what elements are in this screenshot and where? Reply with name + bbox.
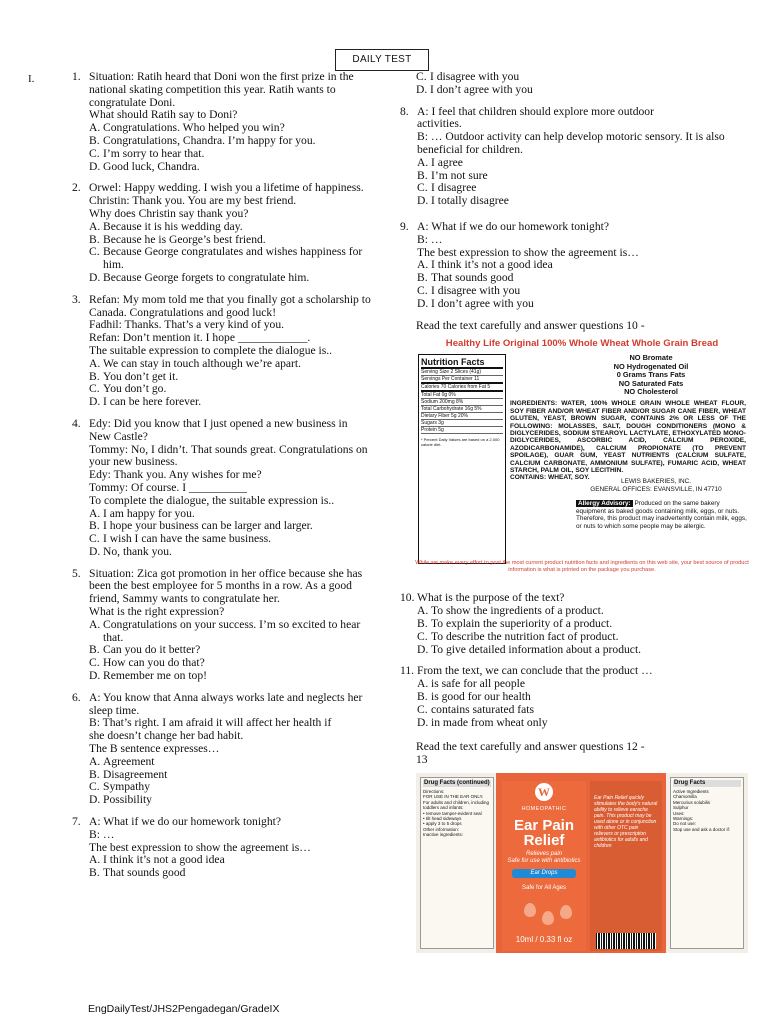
homeopathic-label: HOMEOPATHIC xyxy=(521,805,567,812)
answer-option xyxy=(89,272,372,285)
question-2 xyxy=(72,182,372,284)
question-8 xyxy=(400,106,750,208)
question-6 xyxy=(72,692,372,807)
option-text: Because he is George’s best friend. xyxy=(103,232,266,246)
question-stem-line: Edy: Did you know that I just opened a new business in New Castle? xyxy=(89,416,348,443)
answer-option xyxy=(417,644,750,657)
drug-facts-line: Other information: xyxy=(423,826,460,832)
drug-facts-line: Uses: xyxy=(673,810,685,816)
option-letter: C. xyxy=(417,629,428,643)
option-text: I’m not sure xyxy=(431,168,488,182)
question-stem-line: B: … xyxy=(89,827,115,841)
option-letter: D. xyxy=(417,194,429,208)
option-letter: D. xyxy=(89,395,101,409)
question-stem-line: Orwel: Happy wedding. I wish you a lifetime of happiness. xyxy=(89,181,364,195)
option-text: I think it’s not a good idea xyxy=(103,853,225,867)
option-letter: D. xyxy=(89,159,101,173)
question-stem-line: Tommy: No, I didn’t. That sounds great. Congratulations on your new business. xyxy=(89,442,368,469)
question-stem-line: she doesn’t change her bad habit. xyxy=(89,729,244,743)
drop-icon xyxy=(542,911,554,925)
option-text: I agree xyxy=(431,155,463,169)
option-text: Congratulations on your success. I’m so excited to hear that. xyxy=(103,617,361,644)
option-letter: B. xyxy=(417,168,428,182)
drug-facts-line: Sulphur xyxy=(673,805,689,811)
question-stem-line: A: What if we do our homework tonight? xyxy=(89,815,282,829)
option-text: To explain the superiority of a product. xyxy=(431,616,613,630)
question-number: 2. xyxy=(72,181,81,195)
option-text: I think it’s not a good idea xyxy=(431,258,553,272)
option-letter: D. xyxy=(89,669,101,683)
question-stem-line: B: … Outdoor activity can help develop motoric sensory. It is also beneficial for children. xyxy=(417,130,725,156)
question-stem-line: The best expression to show the agreement is… xyxy=(417,245,639,259)
contains-text: CONTAINS: WHEAT, SOY. xyxy=(510,474,590,482)
option-letter: C. xyxy=(417,702,428,716)
answer-option xyxy=(89,670,372,683)
question-number: 3. xyxy=(72,292,81,306)
instruction-2-end: 13 xyxy=(416,753,428,767)
question-stem-line: activities. xyxy=(417,117,462,131)
drug-facts-line: • remove tamper-evident seal xyxy=(423,810,482,816)
question-stem-line: Refan: My mom told me that you finally got a scholarship to Canada. Congratulations and good luck! xyxy=(89,292,371,319)
answer-option xyxy=(89,794,372,807)
option-letter: A. xyxy=(417,604,429,618)
answer-option xyxy=(417,717,750,730)
option-text: Disagreement xyxy=(103,767,168,781)
option-text: I hope your business can be larger and larger. xyxy=(103,519,313,533)
question-stem-line: B: That’s right. I am afraid it will affect her health if xyxy=(89,716,332,730)
option-text: Sympathy xyxy=(103,780,151,794)
question-stem-line: From the text, we can conclude that the product … xyxy=(417,664,653,678)
drug-facts-right-panel xyxy=(670,777,744,949)
ear-volume: 10ml / 0.33 fl oz xyxy=(515,935,573,945)
right-column xyxy=(400,71,750,953)
question-3 xyxy=(72,294,372,409)
question-stem-line: Why does Christin say thank you? xyxy=(89,206,249,220)
option-text: I disagree xyxy=(431,181,477,195)
answer-option xyxy=(417,298,750,311)
question-stem-line: B: … xyxy=(417,232,443,246)
bread-ingredients xyxy=(510,400,746,481)
option-text: I’m sorry to hear that. xyxy=(103,146,205,160)
option-text: I totally disagree xyxy=(431,194,509,208)
option-letter: D. xyxy=(417,642,429,656)
question-5 xyxy=(72,568,372,683)
option-letter: C. xyxy=(89,780,100,794)
option-text: Remember me on top! xyxy=(103,669,207,683)
drug-facts-line: • tilt head sideways xyxy=(423,815,462,821)
question-11 xyxy=(400,665,750,729)
option-text: in made from wheat only xyxy=(431,715,548,729)
option-letter: B. xyxy=(89,519,100,533)
bread-claim: NO Hydrogenated Oil xyxy=(613,361,689,371)
q7-continued xyxy=(400,71,750,97)
option-letter: A. xyxy=(417,677,429,691)
option-text: I disagree with you xyxy=(431,283,521,297)
page-title: DAILY TEST xyxy=(335,49,429,71)
option-text: Congratulations. Who helped you win? xyxy=(103,121,285,135)
drug-facts-line: Mercurius solubilis xyxy=(673,799,711,805)
drug-facts-left-title: Drug Facts (continued) xyxy=(424,779,490,786)
option-letter: B. xyxy=(417,271,428,285)
bread-headline: Healthy Life Original 100% Whole Wheat Whole Grain Bread xyxy=(445,338,719,350)
ear-title-line1: Ear Pain xyxy=(513,816,575,834)
option-letter: A. xyxy=(89,506,101,520)
drug-facts-line: Inactive ingredients: xyxy=(423,832,464,838)
question-stem-line: Edy: Thank you. Any wishes for me? xyxy=(89,468,262,482)
option-letter: A. xyxy=(89,121,101,135)
question-stem-line: A: What if we do our homework tonight? xyxy=(417,219,610,233)
answer-option xyxy=(89,867,372,880)
question-number: 11. xyxy=(400,664,415,678)
ear-title xyxy=(502,818,586,848)
question-10 xyxy=(400,592,750,656)
option-text: I can be here forever. xyxy=(103,395,202,409)
allergy-tag: Allergy Advisory: xyxy=(578,500,631,508)
answer-option xyxy=(89,619,372,645)
nutrition-row: Calories 70 Calories from Fat 5 xyxy=(421,384,503,392)
nutrition-row: Serving Size 2 Slices (41g) xyxy=(421,369,503,376)
option-letter: B. xyxy=(89,369,100,383)
option-text: Can you do it better? xyxy=(103,643,201,657)
option-text: I wish I can have the same business. xyxy=(103,532,272,546)
drug-facts-line: FOR USE IN THE EAR ONLY. xyxy=(423,794,484,800)
question-stem-line: What should Ratih say to Doni? xyxy=(89,108,238,122)
option-text: We can stay in touch although we’re apart. xyxy=(103,356,302,370)
ear-drops-side xyxy=(590,781,662,951)
question-1 xyxy=(72,71,372,173)
option-text: No, thank you. xyxy=(103,544,172,558)
option-letter: A. xyxy=(89,617,101,631)
answer-option xyxy=(417,195,750,208)
option-text: is safe for all people xyxy=(431,677,526,691)
ear-title-line2: Relief xyxy=(523,831,565,849)
question-stem-line: What is the purpose of the text? xyxy=(417,591,565,605)
answer-option xyxy=(89,161,372,174)
option-letter: D. xyxy=(89,270,101,284)
bakery-name: LEWIS BAKERIES, INC. xyxy=(621,478,691,486)
question-stem-line: The best expression to show the agreement is… xyxy=(89,840,311,854)
question-stem-line: Fadhil: Thanks. That’s a very kind of you. xyxy=(89,318,285,332)
drug-facts-line: For adults and children, including toddlers and infants: xyxy=(423,799,490,811)
option-letter: A. xyxy=(89,219,101,233)
option-text: I don’t agree with you xyxy=(431,296,534,310)
question-number: 5. xyxy=(72,566,81,580)
bread-claim: NO Bromate xyxy=(629,353,673,363)
question-number: 4. xyxy=(72,416,81,430)
drug-facts-right-title: Drug Facts xyxy=(673,780,741,787)
nutrition-row: Dietary Fiber 5g 20% xyxy=(421,413,503,420)
nutrition-row: Sugars 3g xyxy=(421,420,503,427)
ear-subtitle xyxy=(502,851,586,865)
ear-subtitle-1: Relieves pain xyxy=(525,850,563,857)
bread-disclaimer: While we make every effort to post the most current product nutrition facts and ingredients on this web site, your best source of product information is what is printed on the package you purchase. xyxy=(415,560,749,573)
nutrition-facts-panel: Nutrition Facts Serving Size 2 Slices (41g) Servings Per Container 11 Calories 70 Calories from Fat 5 Total Fat 0g 0% Sodium 200mg 8% Total Carbohydrate 16g 5% Dietary Fiber 5g 20% Sugars 3g Protein 5g * Percent Daily Values are based on a 2,000 calorie diet. xyxy=(418,354,506,564)
drops-graphic xyxy=(502,897,586,937)
option-letter: C. xyxy=(89,146,100,160)
nutrition-row: Sodium 200mg 8% xyxy=(421,399,503,406)
question-stem-line: Christin: Thank you. You are my best friend. xyxy=(89,194,297,208)
option-letter: C. xyxy=(417,181,428,195)
bakery-office: GENERAL OFFICES: EVANSVILLE, IN 47710 xyxy=(590,485,722,493)
option-letter: C. xyxy=(417,283,428,297)
ingredients-text: INGREDIENTS: WATER, 100% WHOLE GRAIN WHOLE WHEAT FLOUR, SOY FIBER AND/OR WHEAT FIBER AND/OR SUGAR CANE FIBER, WHEAT GLUTEN, YEAST, BROWN SUGAR, CONTAINS 2% OR LESS OF THE FOLLOWING: MOLASSES, SALT, DOUGH CONDITIONERS (MONO & DIGLYCERIDES, SODIUM STEAROYL LACTYLATE, ETHOXYLATED MONO- DIGLYCERIDES, ASCORBIC ACID, CALCIUM PEROXIDE, AZODICARBONAMIDE), CALCIUM PROPIONATE (TO PREVENT SPOILAGE), GUAR GUM, YEAST NUTRIENTS (CALCIUM SULFATE, CALCIUM CARBONATE, AMMONIUM SULFATE), FUMARIC ACID, WHEAT STARCH, PALM OIL, SOY LECITHIN. xyxy=(510,400,746,474)
question-stem-line: Situation: Zica got promotion in her office because she has been the best employee for 5 months in a row. As a good friend, Sammy wants to congratulate her. xyxy=(89,566,363,606)
drug-facts-line: • apply 3 to 5 drops xyxy=(423,821,462,827)
answer-option xyxy=(416,84,750,97)
drop-icon xyxy=(524,903,536,917)
option-letter: B. xyxy=(89,767,100,781)
nutrition-facts-title: Nutrition Facts xyxy=(421,357,503,369)
question-9 xyxy=(400,221,750,311)
drug-facts-line: Active Ingredients xyxy=(673,788,709,794)
drug-facts-left-panel xyxy=(420,777,494,949)
bread-claim: NO Cholesterol xyxy=(624,386,678,396)
option-letter: B. xyxy=(417,616,428,630)
drug-facts-line: Directions: xyxy=(423,788,445,794)
question-7 xyxy=(72,816,372,880)
option-text: That sounds good xyxy=(431,271,514,285)
option-text: Agreement xyxy=(103,754,155,768)
option-letter: B. xyxy=(89,232,100,246)
drop-icon xyxy=(560,905,572,919)
ear-ages: Safe for All Ages xyxy=(521,884,567,891)
option-text: That sounds good xyxy=(103,866,186,880)
option-text: Good luck, Chandra. xyxy=(103,159,200,173)
option-letter: B. xyxy=(89,866,100,880)
option-letter: D. xyxy=(417,296,429,310)
option-text: is good for our health xyxy=(431,689,531,703)
option-text: To give detailed information about a product. xyxy=(431,642,642,656)
option-text: Possibility xyxy=(103,793,152,807)
option-letter: C. xyxy=(416,70,427,83)
ear-side-text: Ear Pain Relief quickly stimulates the body's natural ability to relieve earache pain. This product may be used alone or in conjunction with other OTC pain relievers or prescription antibiotics for adults and children xyxy=(594,794,658,849)
option-letter: B. xyxy=(417,689,428,703)
instruction-2-line: Read the text carefully and answer questions 12 - xyxy=(416,740,645,754)
option-letter: A. xyxy=(89,356,101,370)
option-letter: C. xyxy=(89,382,100,396)
question-number: 6. xyxy=(72,690,81,704)
allergy-advisory xyxy=(576,500,748,530)
option-text: I disagree with you xyxy=(430,70,520,83)
barcode-icon xyxy=(596,933,656,949)
question-stem-line: To complete the dialogue, the suitable expression is.. xyxy=(89,493,335,507)
question-stem-line: What is the right expression? xyxy=(89,605,225,619)
drug-facts-line: Stop use and ask a doctor if: xyxy=(673,826,731,832)
option-letter: C. xyxy=(89,656,100,670)
bread-claims xyxy=(566,354,736,396)
ear-drops-pill: Ear Drops xyxy=(512,869,576,878)
nutrition-row: Total Carbohydrate 16g 5% xyxy=(421,406,503,413)
drug-facts-line: Chamomilla xyxy=(673,794,697,800)
option-letter: A. xyxy=(417,258,429,272)
answer-option xyxy=(89,546,372,559)
question-stem-line: Refan: Don’t mention it. I hope ____________. xyxy=(89,331,311,345)
nutrition-row: Protein 5g xyxy=(421,427,503,434)
option-text: You don’t go. xyxy=(103,382,167,396)
question-stem-line: Situation: Ratih heard that Doni won the first prize in the national skating competition this year. Ratih wants to congratulate Doni. xyxy=(89,70,354,109)
option-text: Because it is his wedding day. xyxy=(103,219,243,233)
reading-instruction-1: Read the text carefully and answer questions 10 - xyxy=(416,318,645,332)
option-letter: A. xyxy=(89,853,101,867)
option-text: I am happy for you. xyxy=(103,506,195,520)
question-number: 1. xyxy=(72,70,81,83)
option-letter: A. xyxy=(417,155,429,169)
answer-option xyxy=(89,246,372,272)
bread-claim: 0 Grams Trans Fats xyxy=(616,370,686,380)
ear-drops-label-image xyxy=(416,773,748,953)
ear-drops-front xyxy=(502,781,586,951)
option-letter: B. xyxy=(89,643,100,657)
option-text: I don’t agree with you xyxy=(430,82,533,96)
option-text: How can you do that? xyxy=(103,656,205,670)
option-text: contains saturated fats xyxy=(431,702,535,716)
option-text: To describe the nutrition fact of product. xyxy=(431,629,619,643)
option-letter: D. xyxy=(89,793,101,807)
option-letter: A. xyxy=(89,754,101,768)
option-letter: B. xyxy=(89,133,100,147)
question-number: 9. xyxy=(400,219,409,233)
option-letter: C. xyxy=(89,245,100,259)
ear-drops-box xyxy=(496,773,666,953)
question-4 xyxy=(72,418,372,559)
question-stem-line: A: You know that Anna always works late and neglects her sleep time. xyxy=(89,690,363,717)
option-letter: C. xyxy=(89,532,100,546)
bread-label-image xyxy=(416,338,748,582)
option-text: To show the ingredients of a product. xyxy=(431,604,604,618)
drug-facts-line: Do not use: xyxy=(673,821,697,827)
allergy-text: Produced on the same bakery equipment as baked goods containing milk, eggs, or nuts. Therefore, this product may inadvertently contain milk, eggs, or nuts to which some people may be allergic. xyxy=(576,500,747,530)
question-number: 10. xyxy=(400,591,415,605)
bread-claim: NO Saturated Fats xyxy=(618,378,684,388)
question-stem-line: The B sentence expresses… xyxy=(89,742,220,756)
option-letter: D. xyxy=(89,544,101,558)
drug-facts-line: Warnings: xyxy=(673,815,694,821)
bakery-address xyxy=(576,478,736,493)
section-number: I. xyxy=(28,73,35,85)
reading-instruction-2 xyxy=(416,741,750,767)
nutrition-row: Total Fat 0g 0% xyxy=(421,392,503,399)
answer-option xyxy=(89,396,372,409)
left-column xyxy=(72,71,372,889)
option-letter: D. xyxy=(417,715,429,729)
option-text: Because George forgets to congratulate him. xyxy=(103,270,310,284)
option-text: You don’t get it. xyxy=(103,369,179,383)
question-stem-line: The suitable expression to complete the dialogue is.. xyxy=(89,343,333,357)
option-text: Congratulations, Chandra. I’m happy for you. xyxy=(103,133,316,147)
question-stem-line: A: I feel that children should explore more outdoor xyxy=(417,104,654,118)
option-letter: D. xyxy=(416,82,428,96)
option-text: Because George congratulates and wishes happiness for him. xyxy=(103,245,363,272)
ear-subtitle-2: Safe for use with antibiotics xyxy=(507,857,581,864)
question-number: 8. xyxy=(400,104,409,118)
question-stem-line: Tommy: Of course. I __________ xyxy=(89,480,247,494)
page-footer: EngDailyTest/JHS2Pengadegan/GradeIX xyxy=(88,1003,280,1015)
nutrition-row: Servings Per Container 11 xyxy=(421,376,503,384)
walgreens-logo-icon: W xyxy=(535,783,553,801)
question-number: 7. xyxy=(72,815,81,829)
